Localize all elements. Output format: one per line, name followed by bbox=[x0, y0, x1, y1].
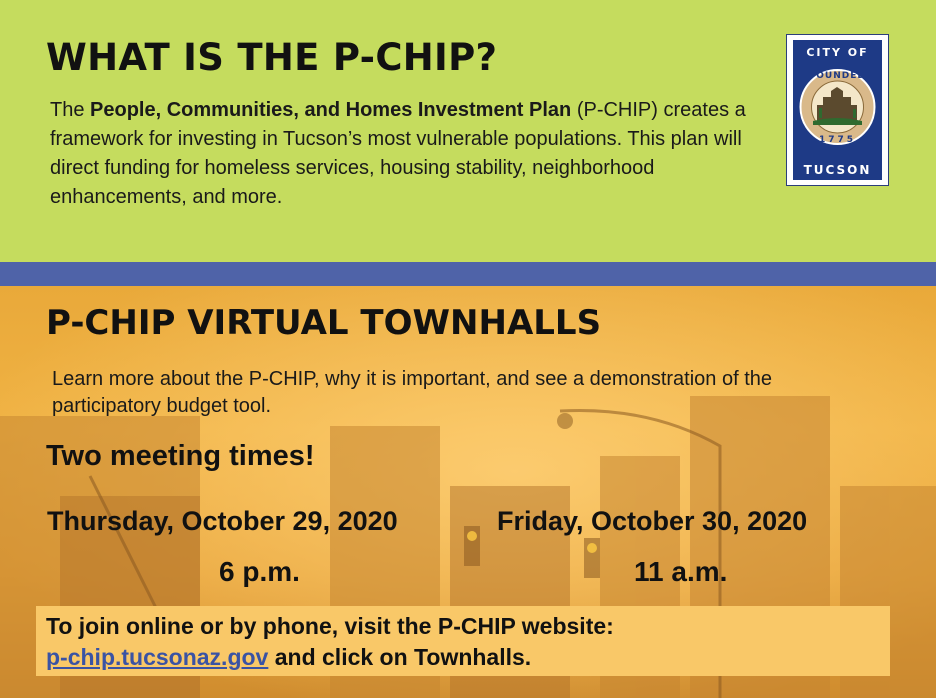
meetings-heading: Two meeting times! bbox=[46, 440, 315, 472]
logo-ring-top: FOUNDED bbox=[809, 71, 866, 81]
join-instructions-box bbox=[36, 606, 890, 676]
logo-bottom-text: TUCSON bbox=[803, 163, 872, 177]
logo-ring-bottom: 1775 bbox=[818, 135, 857, 145]
city-of-tucson-logo bbox=[786, 34, 889, 186]
meeting-2-time: 11 a.m. bbox=[634, 556, 728, 587]
meeting-1-date: Thursday, October 29, 2020 bbox=[47, 506, 398, 536]
intro-paragraph bbox=[50, 96, 780, 212]
townhalls-title: P-CHIP VIRTUAL TOWNHALLS bbox=[46, 303, 602, 343]
city-seal-icon bbox=[787, 35, 888, 185]
logo-top-text: CITY OF bbox=[806, 46, 869, 59]
join-line-2-rest: and click on Townhalls. bbox=[268, 644, 532, 670]
website-link[interactable]: p-chip.tucsonaz.gov bbox=[46, 644, 269, 670]
page-title: WHAT IS THE P-CHIP? bbox=[46, 36, 498, 79]
townhalls-description: Learn more about the P-CHIP, why it is important, and see a demonstration of the participatory budget tool. bbox=[52, 368, 773, 417]
meeting-2-date: Friday, October 30, 2020 bbox=[497, 506, 808, 536]
intro-prefix: The bbox=[50, 99, 91, 121]
join-line-2 bbox=[46, 642, 880, 673]
intro-rest: (P-CHIP) creates a framework for investing in Tucson’s most vulnerable populations. This plan will direct funding for homeless services, housing stability, neighborhood enhancements, and more. bbox=[50, 99, 746, 208]
plan-name: People, Communities, and Homes Investment Plan bbox=[90, 99, 572, 121]
meeting-1-time: 6 p.m. bbox=[219, 556, 300, 587]
join-line-1: To join online or by phone, visit the P-CHIP website: bbox=[46, 613, 614, 639]
section-divider bbox=[0, 262, 936, 286]
